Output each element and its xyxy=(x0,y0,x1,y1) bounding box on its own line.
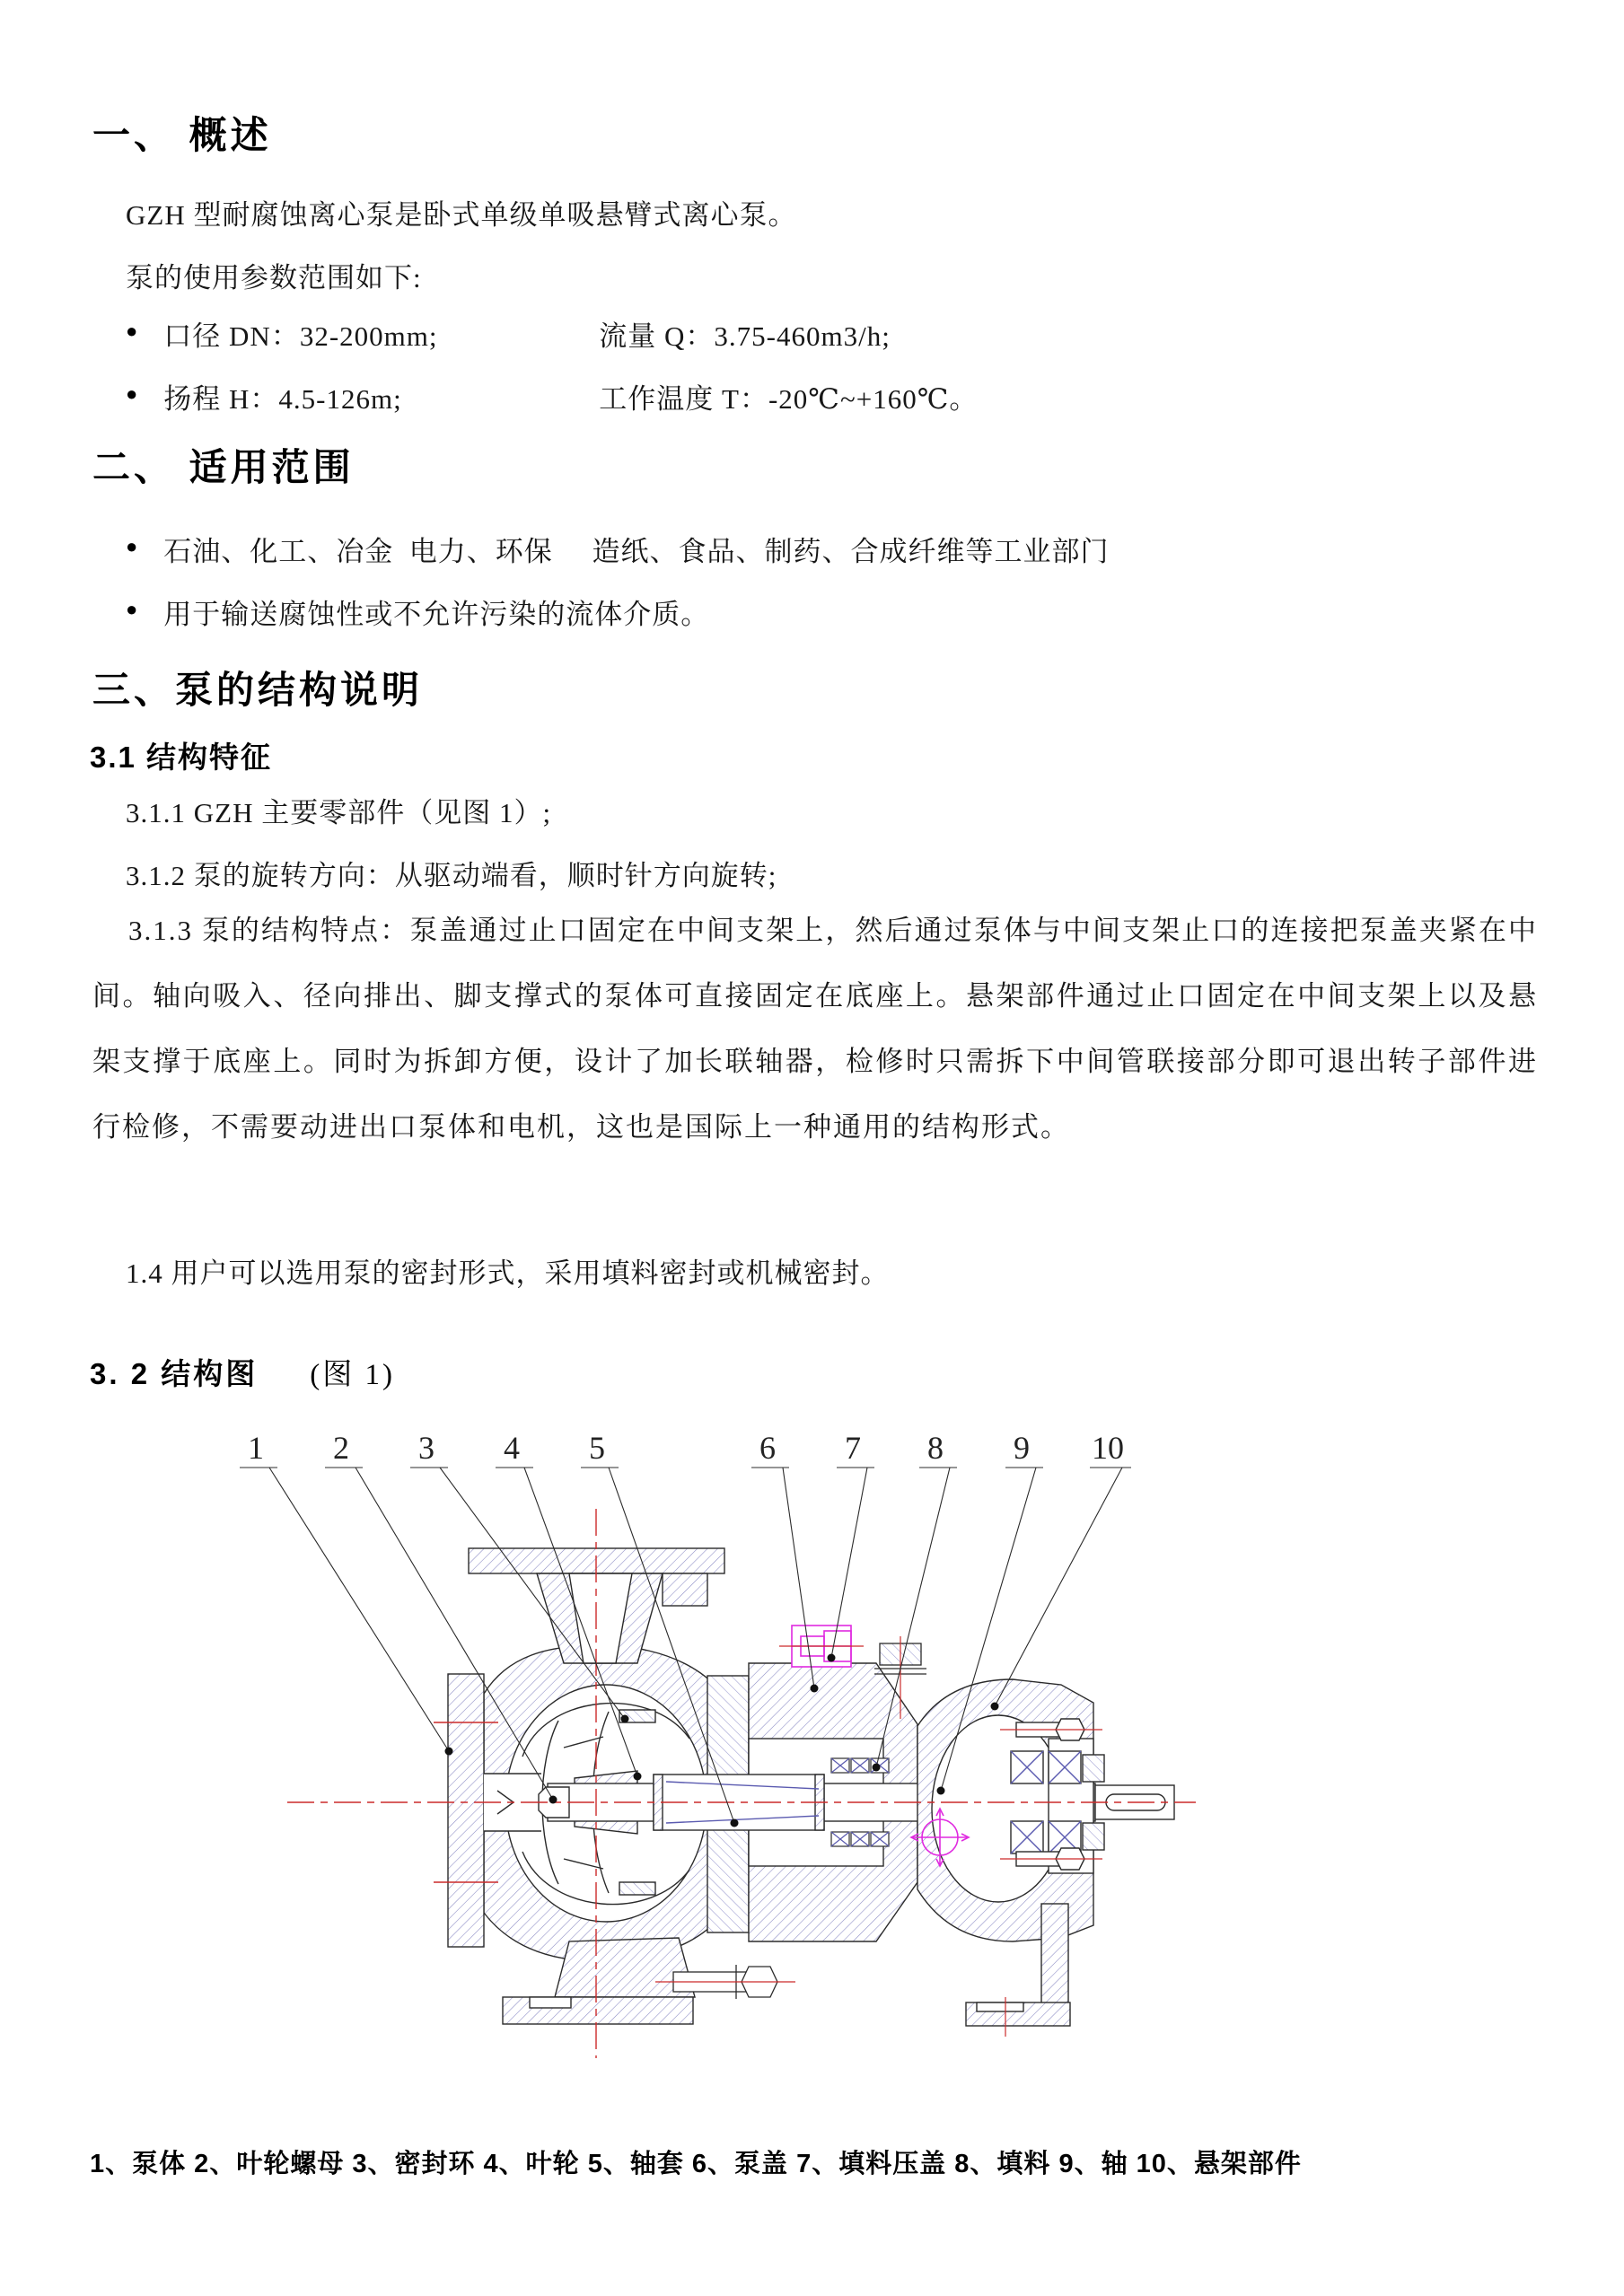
section3-subheading: 3.1 结构特征 xyxy=(90,741,273,774)
section1-heading: 一、 概述 xyxy=(92,114,272,156)
scope-bullet-2 xyxy=(126,592,709,632)
param-bullet-1 xyxy=(126,313,891,354)
part-number-labels xyxy=(248,1430,1124,1466)
bullet-icon: ● xyxy=(126,382,139,405)
section1-paragraph-1: GZH 型耐腐蚀离心泵是卧式单级单吸悬臂式离心泵。 xyxy=(126,199,797,231)
part-label-10: 10 xyxy=(1092,1430,1124,1466)
param-head: 扬程 H：4.5-126m; xyxy=(163,383,402,415)
part-label-8: 8 xyxy=(927,1430,944,1466)
section2-heading: 二、 适用范围 xyxy=(92,446,355,488)
item-3-1-1: 3.1.1 GZH 主要零部件（见图 1）; xyxy=(126,797,552,828)
scope-industries: 石油、化工、冶金 电力、环保 造纸、食品、制药、合成纤维等工业部门 xyxy=(163,536,1110,567)
part-label-5: 5 xyxy=(589,1430,605,1466)
section1-paragraph-2: 泵的使用参数范围如下: xyxy=(126,262,422,294)
bullet-icon: ● xyxy=(126,598,139,620)
item-3-1-2: 3.1.2 泵的旋转方向：从驱动端看，顺时针方向旋转; xyxy=(126,860,777,891)
part-label-7: 7 xyxy=(845,1430,861,1466)
part-label-3: 3 xyxy=(418,1430,435,1466)
seal-ring-lower xyxy=(619,1882,655,1895)
figure-reference: (图 1) xyxy=(310,1359,395,1391)
part-label-4: 4 xyxy=(504,1430,520,1466)
part-label-6: 6 xyxy=(759,1430,776,1466)
param-flow: 流量 Q：3.75-460m3/h; xyxy=(599,320,891,352)
part-label-9: 9 xyxy=(1014,1430,1030,1466)
packing-gland-highlight xyxy=(779,1626,864,1667)
pump-cross-section-figure xyxy=(153,1423,1275,2118)
paragraph-1-4: 1.4 用户可以选用泵的密封形式，采用填料密封或机械密封。 xyxy=(126,1258,890,1289)
figure-heading-number: 3. 2 结构图 xyxy=(90,1357,259,1390)
figure-caption: 1、泵体 2、叶轮螺母 3、密封环 4、叶轮 5、轴套 6、泵盖 7、填料压盖 8、填料 9、轴 10、悬架部件 xyxy=(90,2150,1302,2178)
bearing-housing xyxy=(917,1679,1104,1941)
section3-heading: 三、泵的结构说明 xyxy=(92,669,424,711)
part-label-2: 2 xyxy=(333,1430,349,1466)
param-diameter: 口径 DN：32-200mm; xyxy=(163,320,438,352)
pump-foot-left xyxy=(503,1938,695,2024)
bullet-icon: ● xyxy=(126,535,139,557)
param-bullet-2 xyxy=(126,376,978,416)
bullet-icon: ● xyxy=(126,320,139,342)
scope-media: 用于输送腐蚀性或不允许污染的流体介质。 xyxy=(163,599,710,630)
paragraph-3-1-3: 3.1.3 泵的结构特点：泵盖通过止口固定在中间支架上，然后通过泵体与中间支架止口的连接把泵盖夹紧在中间。轴向吸入、径向排出、脚支撑式的泵体可直接固定在底座上。悬架部件通过止口固定在中间支架上以及悬架支撑于底座上。同时为拆卸方便，设计了加长联轴器，检修时只需拆下中间管联接部分即可退出转子部件进行检修，不需要动进出口泵体和电机，这也是国际上一种通用的结构形式。 xyxy=(92,915,1538,1143)
param-temperature: 工作温度 T：-20℃~+160℃。 xyxy=(599,383,979,415)
figure-heading xyxy=(90,1351,395,1393)
part-label-1: 1 xyxy=(248,1430,264,1466)
scope-bullet-1 xyxy=(126,529,1110,569)
